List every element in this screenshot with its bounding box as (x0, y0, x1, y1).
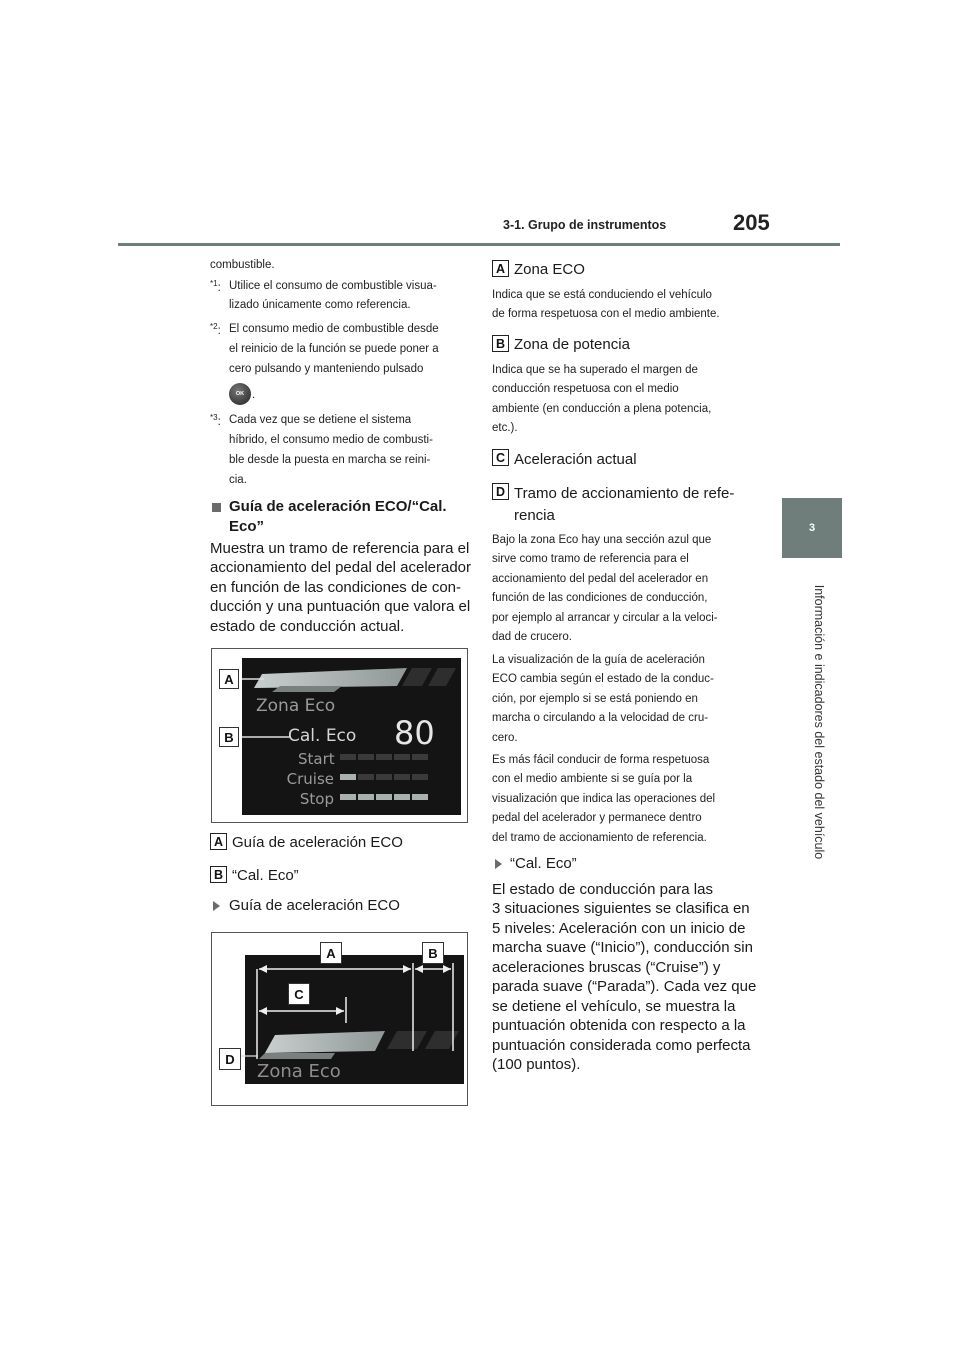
note-3-line-1: Cada vez que se detiene el sistema (229, 414, 412, 426)
intro-paragraph-line-2: accionamiento del pedal del acelerador (210, 559, 472, 576)
item-letter-c: C (492, 449, 509, 466)
note-2-line-3: cero pulsando y manteniendo pulsado (229, 363, 424, 375)
item-title-d-line-1: Tramo de accionamiento de refe- (514, 485, 735, 502)
body-line-1: El estado de conducción para las (492, 881, 713, 898)
figure2-callout-c: C (288, 983, 310, 1005)
para3-line-2: con el medio ambiente si se guía por la (492, 773, 693, 785)
sub-item-cal-eco: “Cal. Eco” (510, 855, 577, 872)
figure1-leader-lines (212, 649, 467, 822)
body-line-2: 3 situaciones siguientes se clasifica en (492, 900, 750, 917)
para2-line-2: ECO cambia según el estado de la conduc- (492, 673, 714, 685)
section-heading-line-1: Guía de aceleración ECO/“Cal. (229, 498, 447, 515)
item-a-desc-line-1: Indica que se está conduciendo el vehículo (492, 289, 712, 301)
item-d-desc-line-2: sirve como tramo de referencia para el (492, 553, 689, 565)
item-b-desc-line-2: conducción respetuosa con el medio (492, 383, 679, 395)
item-title-a: Zona ECO (514, 261, 585, 278)
display-cal-eco: Cal. Eco (288, 726, 357, 746)
ok-button-label: OK (235, 391, 245, 397)
legend-letter-a: A (210, 833, 227, 850)
body-line-4: marcha suave (“Inicio”), conducción sin (492, 939, 753, 956)
para3-line-5: del tramo de accionamiento de referencia. (492, 832, 707, 844)
header-rule (118, 243, 840, 246)
note-mark-3: $^{*3}$: (210, 413, 221, 428)
display-row-label-start: Start (298, 750, 335, 768)
section-title: 3-1. Grupo de instrumentos (503, 218, 667, 232)
item-b-desc-line-1: Indica que se ha superado el margen de (492, 364, 698, 376)
intro-paragraph-line-1: Muestra un tramo de referencia para el (210, 540, 470, 557)
sub-item-arrow-icon-2 (495, 859, 502, 869)
para2-line-4: marcha o circulando a la velocidad de cru- (492, 712, 709, 724)
page-number: 205 (733, 210, 770, 235)
sub-item-guia: Guía de aceleración ECO (229, 897, 400, 914)
legend-text-a: Guía de aceleración ECO (232, 834, 403, 851)
display-row-label-stop: Stop (299, 790, 334, 808)
item-d-desc-line-1: Bajo la zona Eco hay una sección azul que (492, 534, 712, 546)
body-line-8: puntuación obtenida con respecto a la (492, 1017, 746, 1034)
note-3-line-4: cia. (229, 474, 247, 486)
item-a-desc-line-2: de forma respetuosa con el medio ambiente. (492, 308, 720, 320)
figure2-callout-b: B (422, 942, 444, 964)
item-d-desc-line-5: por ejemplo al arrancar y circular a la veloci- (492, 612, 718, 624)
note-1-line-2: lizado únicamente como referencia. (229, 299, 411, 311)
note-3-line-3: ble desde la puesta en marcha se reini- (229, 454, 431, 466)
item-letter-a: A (492, 260, 509, 277)
figure2-leader-line (212, 933, 467, 1105)
note-mark-2: $^{*2}$: (210, 322, 221, 337)
body-line-7: se detiene el vehículo, se muestra la (492, 998, 736, 1015)
display-score: 80 (394, 714, 435, 752)
intro-line: combustible. (210, 259, 275, 271)
item-d-desc-line-6: dad de crucero. (492, 631, 572, 643)
note-mark-1: $^{*1}$: (210, 279, 221, 294)
para3-line-1: Es más fácil conducir de forma respetuosa (492, 754, 710, 766)
heading-bullet-icon (212, 503, 221, 512)
item-d-desc-line-3: accionamiento del pedal del acelerador en (492, 573, 709, 585)
body-line-5: aceleraciones bruscas (“Cruise”) y (492, 959, 721, 976)
legend-letter-b: B (210, 866, 227, 883)
intro-paragraph-line-5: estado de conducción actual. (210, 618, 405, 635)
body-line-9: puntuación considerada como perfecta (492, 1037, 751, 1054)
note-2-period: . (252, 389, 256, 401)
display-row-label-cruise: Cruise (286, 770, 334, 788)
item-title-d-line-2: rencia (514, 507, 555, 524)
para3-line-4: pedal del acelerador y permanece dentro (492, 812, 702, 824)
body-line-3: 5 niveles: Aceleración con un inicio de (492, 920, 746, 937)
figure2-callout-d: D (219, 1048, 241, 1070)
intro-paragraph-line-4: ducción y una puntuación que valora el (210, 598, 471, 615)
guide-zona-eco: Zona Eco (257, 1061, 341, 1082)
item-d-desc-line-4: función de las condiciones de conducción, (492, 592, 708, 604)
item-b-desc-line-3: ambiente (en conducción a plena potencia, (492, 403, 712, 415)
item-letter-d: D (492, 483, 509, 500)
note-3-line-2: híbrido, el consumo medio de combusti- (229, 434, 433, 446)
body-line-10: (100 puntos). (492, 1056, 581, 1073)
item-title-c: Aceleración actual (514, 451, 637, 468)
note-2-line-2: el reinicio de la función se puede poner a (229, 343, 439, 355)
note-1-line-1: Utilice el consumo de combustible visua- (229, 280, 437, 292)
item-title-b: Zona de potencia (514, 336, 630, 353)
para2-line-1: La visualización de la guía de aceleración (492, 654, 705, 666)
ok-button-icon (229, 383, 251, 405)
para2-line-3: ción, por ejemplo si se está poniendo en (492, 693, 698, 705)
display-zona-eco: Zona Eco (256, 696, 336, 716)
item-b-desc-line-4: etc.). (492, 422, 518, 434)
para3-line-3: visualización que indica las operaciones del (492, 793, 716, 805)
figure1-callout-b: B (219, 727, 239, 747)
note-2-line-1: El consumo medio de combustible desde (229, 323, 439, 335)
figure-eco-guide (211, 932, 468, 1106)
chapter-tab (782, 498, 842, 558)
intro-paragraph-line-3: en función de las condiciones de con- (210, 579, 462, 596)
figure1-callout-a: A (219, 669, 239, 689)
para2-line-5: cero. (492, 732, 518, 744)
body-line-6: parada suave (“Parada”). Cada vez que (492, 978, 757, 995)
sub-item-arrow-icon (213, 901, 220, 911)
legend-text-b: “Cal. Eco” (232, 867, 299, 884)
section-heading-line-2: Eco” (229, 518, 265, 535)
chapter-number: 3 (808, 522, 816, 534)
chapter-title: Información e indicadores del estado del vehículo (812, 584, 826, 860)
figure2-callout-a: A (320, 942, 342, 964)
item-letter-b: B (492, 335, 509, 352)
figure-eco-display (211, 648, 468, 823)
